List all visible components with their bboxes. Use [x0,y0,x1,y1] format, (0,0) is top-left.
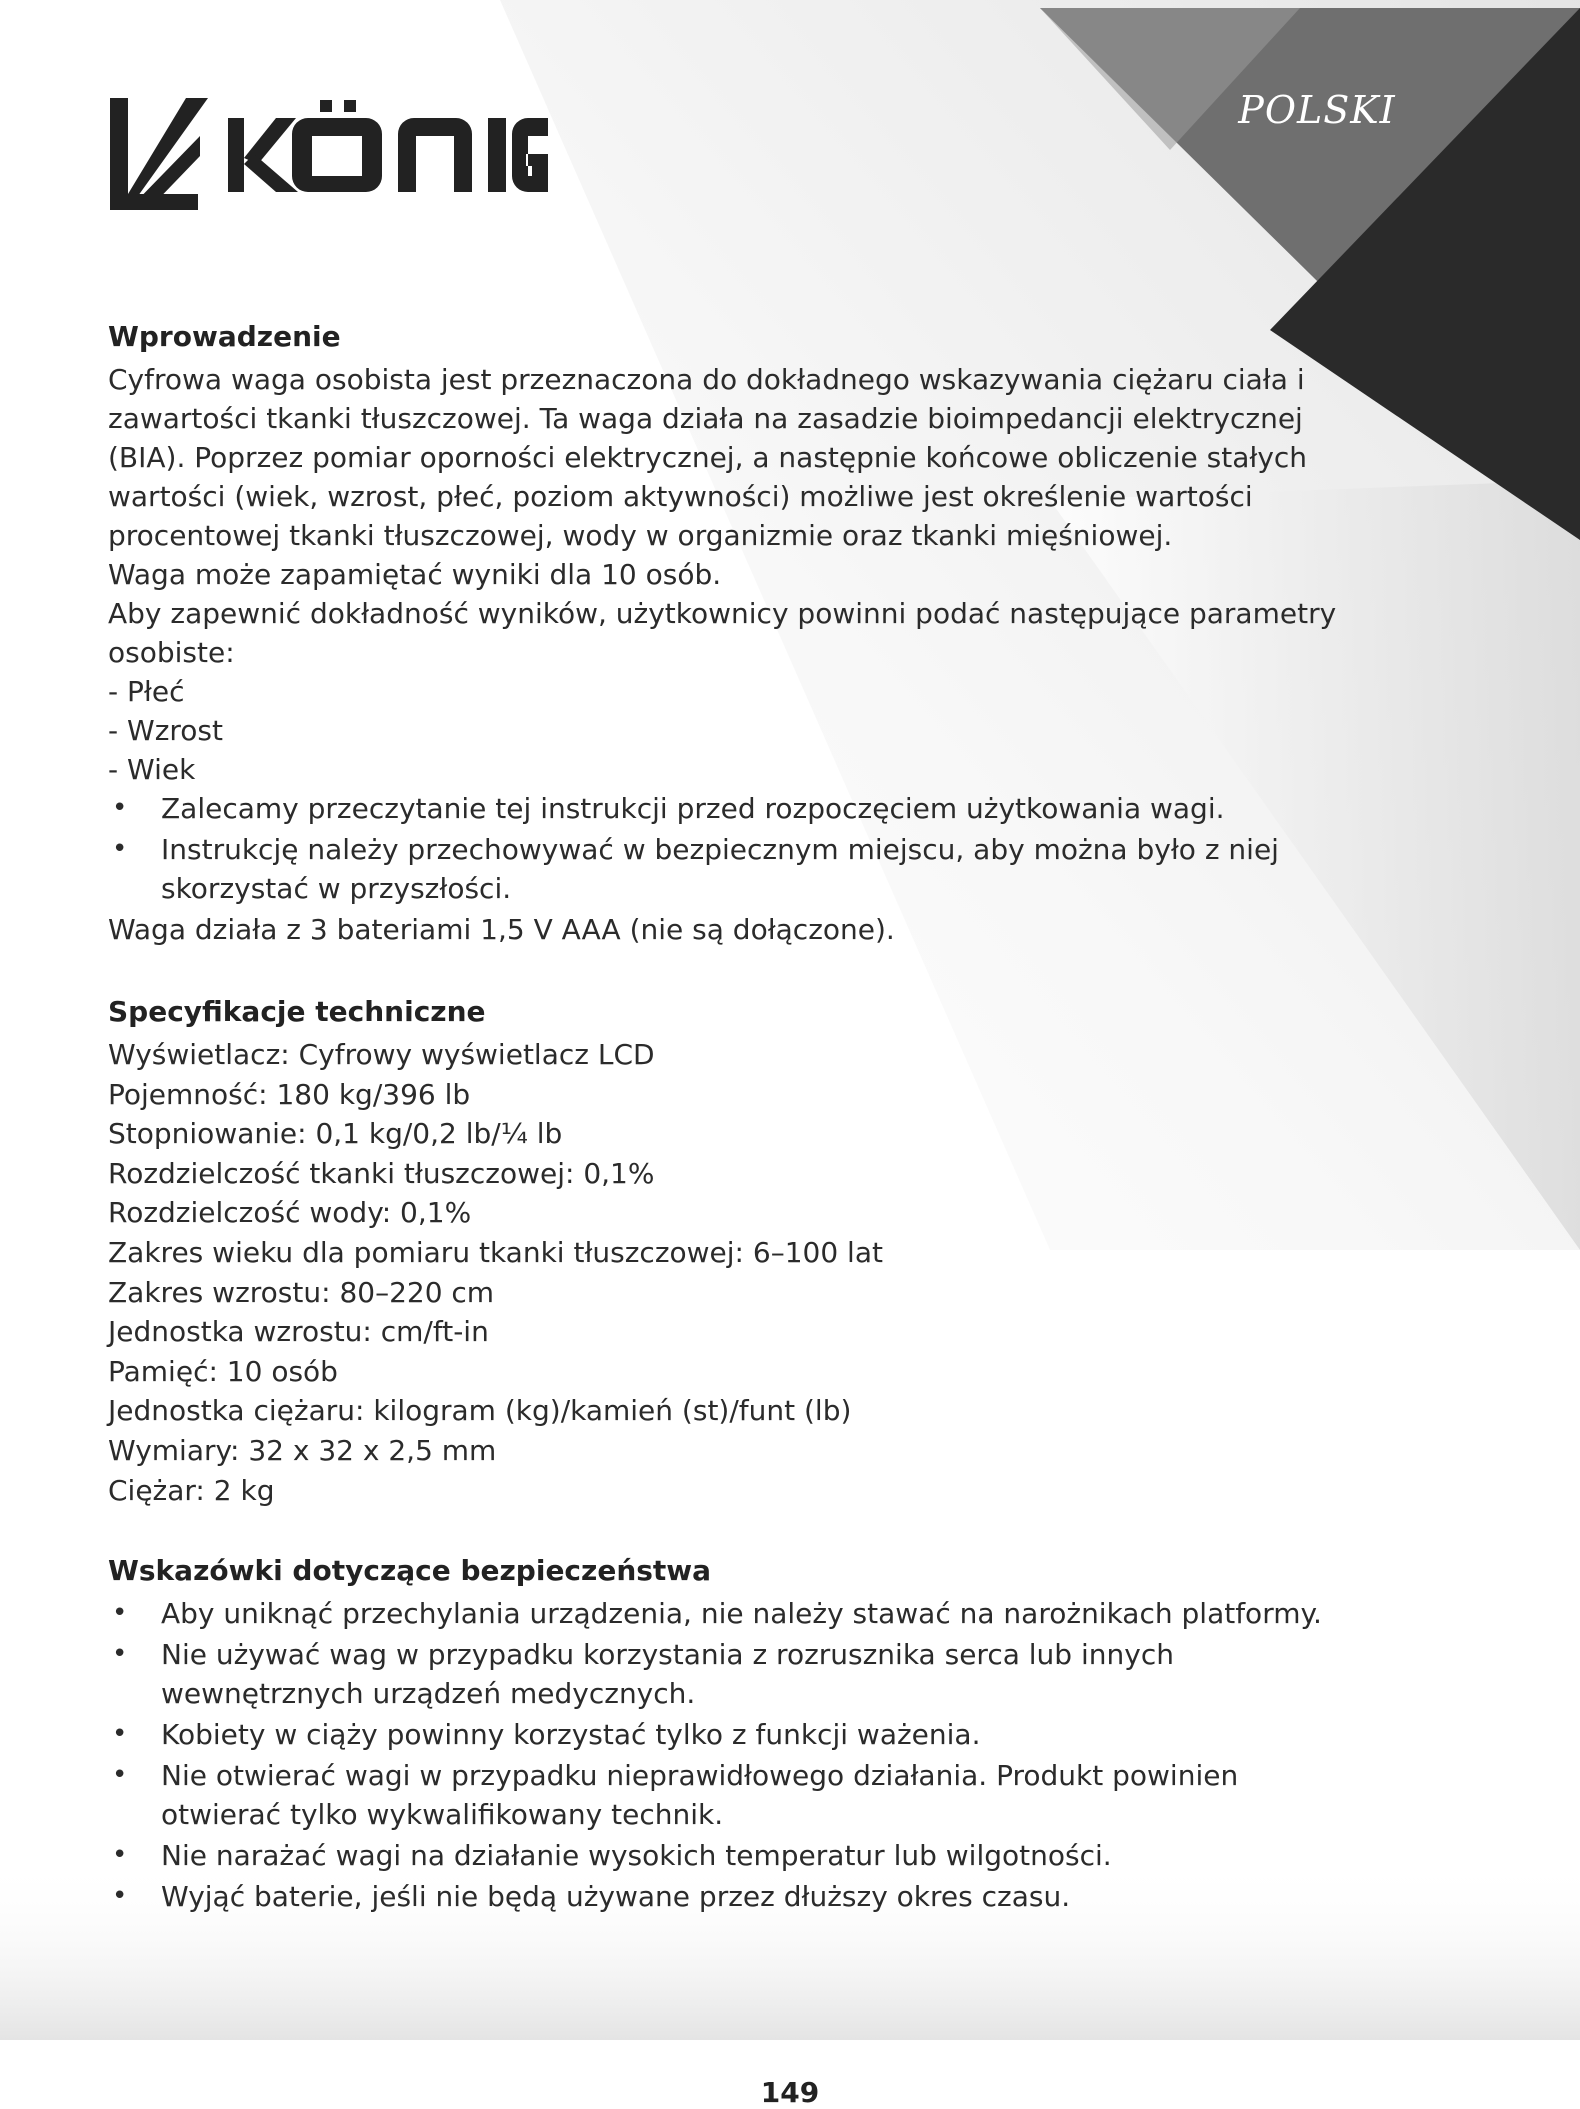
spec-line: Stopniowanie: 0,1 kg/0,2 lb/¼ lb [108,1117,563,1151]
intro-section [108,318,1338,949]
parameter-item: - Płeć [108,675,185,708]
language-label: POLSKI [1238,88,1396,132]
safety-bullet: • Kobiety w ciąży powinny korzystać tylko z funkcji ważenia. [108,1715,1338,1754]
spec-line: Ciężar: 2 kg [108,1473,275,1507]
safety-bullet-list [108,1594,1338,1916]
safety-bullet: • Aby uniknąć przechylania urządzenia, nie należy stawać na narożnikach platformy. [108,1594,1338,1633]
spec-line: Jednostka ciężaru: kilogram (kg)/kamień (st)/funt (lb) [108,1394,852,1428]
safety-section [108,1552,1338,1916]
intro-bullet: • Zalecamy przeczytanie tej instrukcji przed rozpoczęciem użytkowania wagi. [108,789,1338,828]
logo-g-glyph [512,118,548,192]
safety-heading: Wskazówki dotyczące bezpieczeństwa [108,1554,712,1588]
logo-lettering [228,100,532,192]
page-number: 149 [760,2076,820,2109]
parameter-item: - Wiek [108,753,196,786]
main-text [108,318,1338,1968]
spec-line: Wyświetlacz: Cyfrowy wyświetlacz LCD [108,1038,655,1071]
specs-heading: Specyfikacje techniczne [108,995,486,1028]
spec-line: Jednostka wzrostu: cm/ft-in [108,1315,489,1349]
intro-heading: Wprowadzenie [108,320,341,353]
battery-note: Waga działa z 3 bateriami 1,5 V AAA (nie są dołączone). [108,913,895,946]
safety-bullet: • Nie używać wag w przypadku korzystania z rozrusznika serca lub innych wewnętrznych urządzeń medycznych. [108,1635,1338,1713]
spec-line: Rozdzielczość wody: 0,1% [108,1196,472,1230]
safety-bullet: • Wyjąć baterie, jeśli nie będą używane przez dłuższy okres czasu. [108,1877,1338,1916]
specs-section [108,993,1338,1510]
parameter-item: - Wzrost [108,714,223,747]
safety-bullet: • Nie narażać wagi na działanie wysokich temperatur lub wilgotności. [108,1836,1338,1875]
spec-line: Rozdzielczość tkanki tłuszczowej: 0,1% [108,1156,655,1190]
logo-k-mark [110,98,208,210]
safety-bullet: • Nie otwierać wagi w przypadku nieprawidłowego działania. Produkt powinien otwierać tylko wykwalifikowany technik. [108,1756,1338,1834]
intro-bullet: • Instrukcję należy przechowywać w bezpiecznym miejscu, aby można było z niej skorzystać w przyszłości. [108,830,1338,908]
intro-bullet-list [108,789,1338,908]
spec-line: Wymiary: 32 x 32 x 2,5 mm [108,1433,497,1467]
intro-paragraph: Cyfrowa waga osobista jest przeznaczona do dokładnego wskazywania ciężaru ciała i zawartości tkanki tłuszczowej. Ta waga działa na zasadzie bioimpedancji elektrycznej (BIA). Poprzez pomiar oporności elektrycznej, a następnie końcowe obliczenie stałych wartości (wiek, wzrost, płeć, poziom aktywności) możliwe jest określenie wartości procentowej tkanki tłuszczowej, wody w organizmie oraz tkanki mięśniowej. [108,363,1308,552]
intro-parameters-note: Aby zapewnić dokładność wyników, użytkownicy powinni podać następujące parametry osobiste: [108,597,1337,669]
spec-line: Zakres wzrostu: 80–220 cm [108,1275,495,1309]
spec-line: Zakres wieku dla pomiaru tkanki tłuszczowej: 6–100 lat [108,1235,883,1269]
konig-logo [108,96,548,214]
spec-line: Pojemność: 180 kg/396 lb [108,1077,471,1111]
intro-memory-note: Waga może zapamiętać wyniki dla 10 osób. [108,558,722,591]
spec-line: Pamięć: 10 osób [108,1354,338,1388]
